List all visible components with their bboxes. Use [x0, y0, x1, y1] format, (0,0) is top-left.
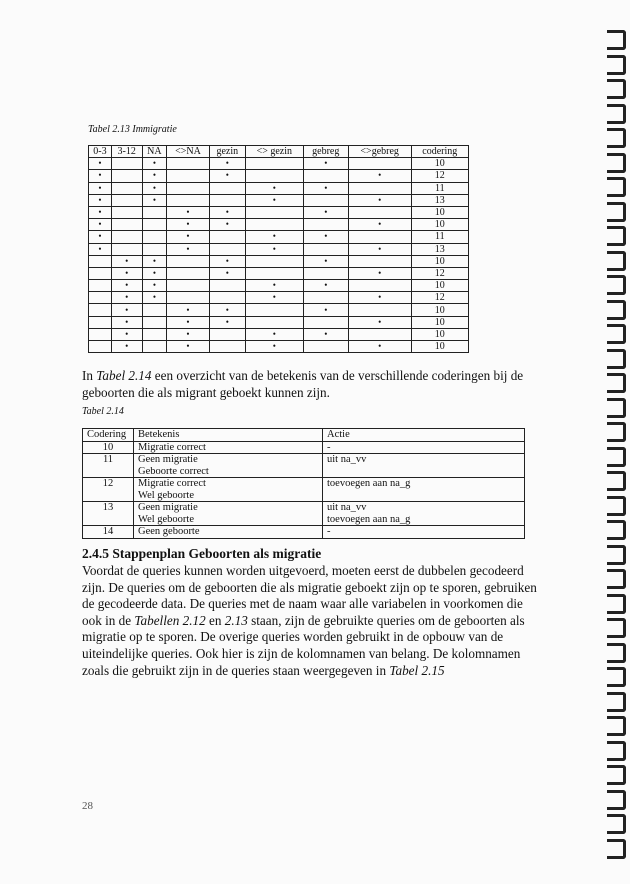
codering-cell: 11 — [83, 454, 134, 466]
betekenis-cell: Migratie correct — [134, 478, 323, 490]
bullet-mark: • — [348, 267, 411, 279]
bullet-mark: • — [348, 341, 411, 353]
table-2-14-caption: Tabel 2.14 — [82, 406, 124, 417]
bullet-mark: • — [142, 182, 167, 194]
binding-ring — [607, 692, 626, 712]
betekenis-cell: Geen migratie — [134, 502, 323, 514]
empty-cell — [209, 292, 245, 304]
column-header: gebreg — [303, 146, 348, 158]
bullet-mark: • — [348, 292, 411, 304]
empty-cell — [167, 182, 210, 194]
table-row — [83, 514, 525, 526]
binding-ring — [607, 373, 626, 393]
empty-cell — [209, 341, 245, 353]
codering-cell: 10 — [411, 219, 468, 231]
column-header: gezin — [209, 146, 245, 158]
bullet-mark: • — [303, 304, 348, 316]
section-paragraph — [82, 563, 537, 679]
betekenis-cell: Wel geboorte — [134, 490, 323, 502]
bullet-mark: • — [142, 170, 167, 182]
bullet-mark: • — [167, 243, 210, 255]
binding-ring — [607, 202, 626, 222]
empty-cell — [348, 206, 411, 218]
empty-cell — [348, 231, 411, 243]
betekenis-cell: Migratie correct — [134, 441, 323, 454]
binding-ring — [607, 839, 626, 859]
codering-cell: 12 — [83, 478, 134, 490]
empty-cell — [111, 194, 142, 206]
codering-cell: 10 — [411, 328, 468, 340]
bullet-mark: • — [89, 170, 112, 182]
empty-cell — [303, 243, 348, 255]
betekenis-cell: Geen geboorte — [134, 526, 323, 539]
binding-ring — [607, 104, 626, 124]
empty-cell — [89, 328, 112, 340]
bullet-mark: • — [348, 219, 411, 231]
binding-ring — [607, 422, 626, 442]
codering-cell: 13 — [411, 243, 468, 255]
empty-cell — [348, 182, 411, 194]
binding-ring — [607, 79, 626, 99]
table-row — [83, 441, 525, 454]
bullet-mark: • — [303, 206, 348, 218]
bullet-mark: • — [245, 292, 303, 304]
bullet-mark: • — [348, 194, 411, 206]
empty-cell — [303, 341, 348, 353]
empty-cell — [167, 158, 210, 170]
table-row — [89, 304, 469, 316]
bullet-mark: • — [89, 182, 112, 194]
table-row — [89, 170, 469, 182]
codering-cell: 13 — [411, 194, 468, 206]
binding-ring — [607, 520, 626, 540]
empty-cell — [83, 514, 134, 526]
bullet-mark: • — [245, 243, 303, 255]
empty-cell — [209, 243, 245, 255]
table-reference: Tabellen 2.12 — [134, 612, 206, 628]
table-row — [89, 206, 469, 218]
bullet-mark: • — [348, 243, 411, 255]
bullet-mark: • — [89, 243, 112, 255]
empty-cell — [209, 231, 245, 243]
table-row — [83, 502, 525, 514]
table-row — [89, 182, 469, 194]
actie-cell — [323, 490, 525, 502]
bullet-mark: • — [89, 158, 112, 170]
empty-cell — [89, 292, 112, 304]
bullet-mark: • — [245, 182, 303, 194]
bullet-mark: • — [89, 194, 112, 206]
empty-cell — [245, 158, 303, 170]
table-row — [83, 490, 525, 502]
column-header: Codering — [83, 429, 134, 442]
text: Voordat de queries kunnen worden uitgevoerd, moeten eerst de dubbelen gecodeerd zijn. De queries om de geboorten die als migratie geboekt zijn op te sporen, gebruiken de gecodeerde data. De queries met de naam waar alle variabelen in voorkomen die ook in de — [82, 563, 537, 628]
bullet-mark: • — [111, 328, 142, 340]
empty-cell — [167, 267, 210, 279]
binding-ring — [607, 741, 626, 761]
binding-ring — [607, 398, 626, 418]
empty-cell — [167, 292, 210, 304]
binding-ring — [607, 177, 626, 197]
empty-cell — [111, 219, 142, 231]
empty-cell — [303, 194, 348, 206]
bullet-mark: • — [348, 170, 411, 182]
empty-cell — [245, 255, 303, 267]
bullet-mark: • — [209, 304, 245, 316]
empty-cell — [348, 158, 411, 170]
bullet-mark: • — [209, 316, 245, 328]
table-row — [83, 466, 525, 478]
codering-cell: 12 — [411, 292, 468, 304]
binding-ring — [607, 251, 626, 271]
empty-cell — [142, 206, 167, 218]
codering-cell: 10 — [411, 341, 468, 353]
table-row — [89, 280, 469, 292]
empty-cell — [245, 316, 303, 328]
bullet-mark: • — [209, 267, 245, 279]
bullet-mark: • — [167, 341, 210, 353]
empty-cell — [303, 219, 348, 231]
empty-cell — [209, 280, 245, 292]
empty-cell — [111, 231, 142, 243]
empty-cell — [142, 231, 167, 243]
empty-cell — [89, 267, 112, 279]
intro-paragraph — [82, 368, 537, 401]
column-header: <>NA — [167, 146, 210, 158]
actie-cell — [323, 466, 525, 478]
bullet-mark: • — [245, 341, 303, 353]
empty-cell — [303, 170, 348, 182]
codering-cell: 10 — [411, 255, 468, 267]
table-row — [89, 194, 469, 206]
table-row — [89, 158, 469, 170]
binding-ring — [607, 545, 626, 565]
bullet-mark: • — [142, 255, 167, 267]
binding-ring — [607, 447, 626, 467]
empty-cell — [303, 316, 348, 328]
bullet-mark: • — [142, 194, 167, 206]
bullet-mark: • — [303, 280, 348, 292]
binding-ring — [607, 153, 626, 173]
empty-cell — [348, 280, 411, 292]
bullet-mark: • — [142, 158, 167, 170]
binding-ring — [607, 349, 626, 369]
column-header: <> gezin — [245, 146, 303, 158]
binding-ring — [607, 790, 626, 810]
empty-cell — [245, 304, 303, 316]
table-row — [89, 255, 469, 267]
codering-cell: 12 — [411, 267, 468, 279]
column-header: codering — [411, 146, 468, 158]
empty-cell — [142, 243, 167, 255]
empty-cell — [142, 341, 167, 353]
binding-ring — [607, 643, 626, 663]
codering-cell: 13 — [83, 502, 134, 514]
table-2-13-caption: Tabel 2.13 Immigratie — [88, 124, 177, 135]
empty-cell — [111, 206, 142, 218]
binding-ring — [607, 55, 626, 75]
empty-cell — [348, 255, 411, 267]
bullet-mark: • — [111, 341, 142, 353]
column-header: NA — [142, 146, 167, 158]
betekenis-cell: Wel geboorte — [134, 514, 323, 526]
empty-cell — [348, 328, 411, 340]
text: en — [205, 612, 225, 628]
bullet-mark: • — [89, 219, 112, 231]
betekenis-cell: Geboorte correct — [134, 466, 323, 478]
empty-cell — [303, 292, 348, 304]
text: een overzicht van de betekenis van de verschillende coderingen bij de geboorten die als migrant geboekt kunnen zijn. — [82, 368, 524, 400]
bullet-mark: • — [167, 328, 210, 340]
empty-cell — [111, 243, 142, 255]
actie-cell: - — [323, 441, 525, 454]
bullet-mark: • — [167, 316, 210, 328]
empty-cell — [83, 466, 134, 478]
table-reference: Tabel 2.14 — [96, 368, 152, 383]
bullet-mark: • — [209, 255, 245, 267]
empty-cell — [245, 267, 303, 279]
empty-cell — [209, 194, 245, 206]
binding-ring — [607, 275, 626, 295]
empty-cell — [111, 170, 142, 182]
binding-ring — [607, 765, 626, 785]
bullet-mark: • — [167, 231, 210, 243]
empty-cell — [303, 267, 348, 279]
empty-cell — [89, 255, 112, 267]
table-reference: Tabel 2.15 — [389, 662, 445, 678]
binding-ring — [607, 594, 626, 614]
bullet-mark: • — [209, 170, 245, 182]
bullet-mark: • — [111, 292, 142, 304]
empty-cell — [167, 280, 210, 292]
bullet-mark: • — [167, 304, 210, 316]
empty-cell — [245, 170, 303, 182]
bullet-mark: • — [348, 316, 411, 328]
binding-ring — [607, 324, 626, 344]
codering-cell: 11 — [411, 231, 468, 243]
actie-cell: toevoegen aan na_g — [323, 478, 525, 490]
betekenis-cell: Geen migratie — [134, 454, 323, 466]
codering-cell: 10 — [83, 441, 134, 454]
binding-ring — [607, 300, 626, 320]
actie-cell: toevoegen aan na_g — [323, 514, 525, 526]
empty-cell — [142, 219, 167, 231]
text: staan, zijn de gebruikte queries om de geboorten als migratie op te sporen. De overige queries worden gebruikt in de opbouw van de uiteindelijke queries. Ook hier is zijn de kolomnamen van belang. De kolomnamen zoals die gebruikt zijn in de queries staan weergegeven in — [82, 612, 525, 678]
table-row — [89, 316, 469, 328]
binding-ring — [607, 30, 626, 50]
empty-cell — [89, 304, 112, 316]
table-reference: 2.13 — [224, 612, 248, 628]
header-row — [83, 429, 525, 442]
column-header: 0-3 — [89, 146, 112, 158]
empty-cell — [245, 206, 303, 218]
actie-cell: - — [323, 526, 525, 539]
empty-cell — [348, 304, 411, 316]
table-row — [89, 219, 469, 231]
bullet-mark: • — [167, 206, 210, 218]
bullet-mark: • — [303, 328, 348, 340]
table-row — [89, 231, 469, 243]
empty-cell — [142, 304, 167, 316]
bullet-mark: • — [245, 328, 303, 340]
codering-cell: 10 — [411, 158, 468, 170]
bullet-mark: • — [167, 219, 210, 231]
empty-cell — [167, 170, 210, 182]
bullet-mark: • — [303, 182, 348, 194]
empty-cell — [142, 328, 167, 340]
codering-cell: 10 — [411, 280, 468, 292]
actie-cell: uit na_vv — [323, 454, 525, 466]
bullet-mark: • — [142, 280, 167, 292]
bullet-mark: • — [303, 255, 348, 267]
binding-ring — [607, 569, 626, 589]
table-row — [89, 341, 469, 353]
column-header: Actie — [323, 429, 525, 442]
empty-cell — [89, 316, 112, 328]
empty-cell — [83, 490, 134, 502]
empty-cell — [89, 280, 112, 292]
text: In — [82, 368, 97, 383]
empty-cell — [245, 219, 303, 231]
bullet-mark: • — [89, 231, 112, 243]
bullet-mark: • — [303, 158, 348, 170]
bullet-mark: • — [245, 194, 303, 206]
spiral-binding — [602, 30, 630, 870]
bullet-mark: • — [209, 158, 245, 170]
bullet-mark: • — [209, 219, 245, 231]
codering-cell: 14 — [83, 526, 134, 539]
column-header: 3-12 — [111, 146, 142, 158]
binding-ring — [607, 226, 626, 246]
bullet-mark: • — [111, 280, 142, 292]
bullet-mark: • — [245, 280, 303, 292]
binding-ring — [607, 496, 626, 516]
binding-ring — [607, 128, 626, 148]
codering-cell: 11 — [411, 182, 468, 194]
section-heading: 2.4.5 Stappenplan Geboorten als migratie — [82, 546, 322, 561]
bullet-mark: • — [142, 292, 167, 304]
empty-cell — [209, 182, 245, 194]
bullet-mark: • — [89, 206, 112, 218]
bullet-mark: • — [209, 206, 245, 218]
bullet-mark: • — [111, 255, 142, 267]
bullet-mark: • — [142, 267, 167, 279]
page-number: 28 — [82, 800, 93, 812]
table-2-14 — [82, 428, 525, 539]
empty-cell — [111, 158, 142, 170]
table-row — [83, 478, 525, 490]
bullet-mark: • — [245, 231, 303, 243]
empty-cell — [111, 182, 142, 194]
actie-cell: uit na_vv — [323, 502, 525, 514]
codering-cell: 12 — [411, 170, 468, 182]
codering-cell: 10 — [411, 316, 468, 328]
empty-cell — [167, 255, 210, 267]
table-row — [89, 292, 469, 304]
table-2-13 — [88, 145, 469, 353]
empty-cell — [89, 341, 112, 353]
codering-cell: 10 — [411, 304, 468, 316]
bullet-mark: • — [111, 316, 142, 328]
empty-cell — [209, 328, 245, 340]
binding-ring — [607, 618, 626, 638]
column-header: <>gebreg — [348, 146, 411, 158]
table-row — [89, 328, 469, 340]
binding-ring — [607, 716, 626, 736]
column-header: Betekenis — [134, 429, 323, 442]
empty-cell — [167, 194, 210, 206]
empty-cell — [142, 316, 167, 328]
bullet-mark: • — [111, 267, 142, 279]
table-row — [89, 267, 469, 279]
table-row — [83, 454, 525, 466]
table-row — [89, 243, 469, 255]
bullet-mark: • — [111, 304, 142, 316]
binding-ring — [607, 667, 626, 687]
bullet-mark: • — [303, 231, 348, 243]
binding-ring — [607, 814, 626, 834]
binding-ring — [607, 471, 626, 491]
table-row — [83, 526, 525, 539]
codering-cell: 10 — [411, 206, 468, 218]
